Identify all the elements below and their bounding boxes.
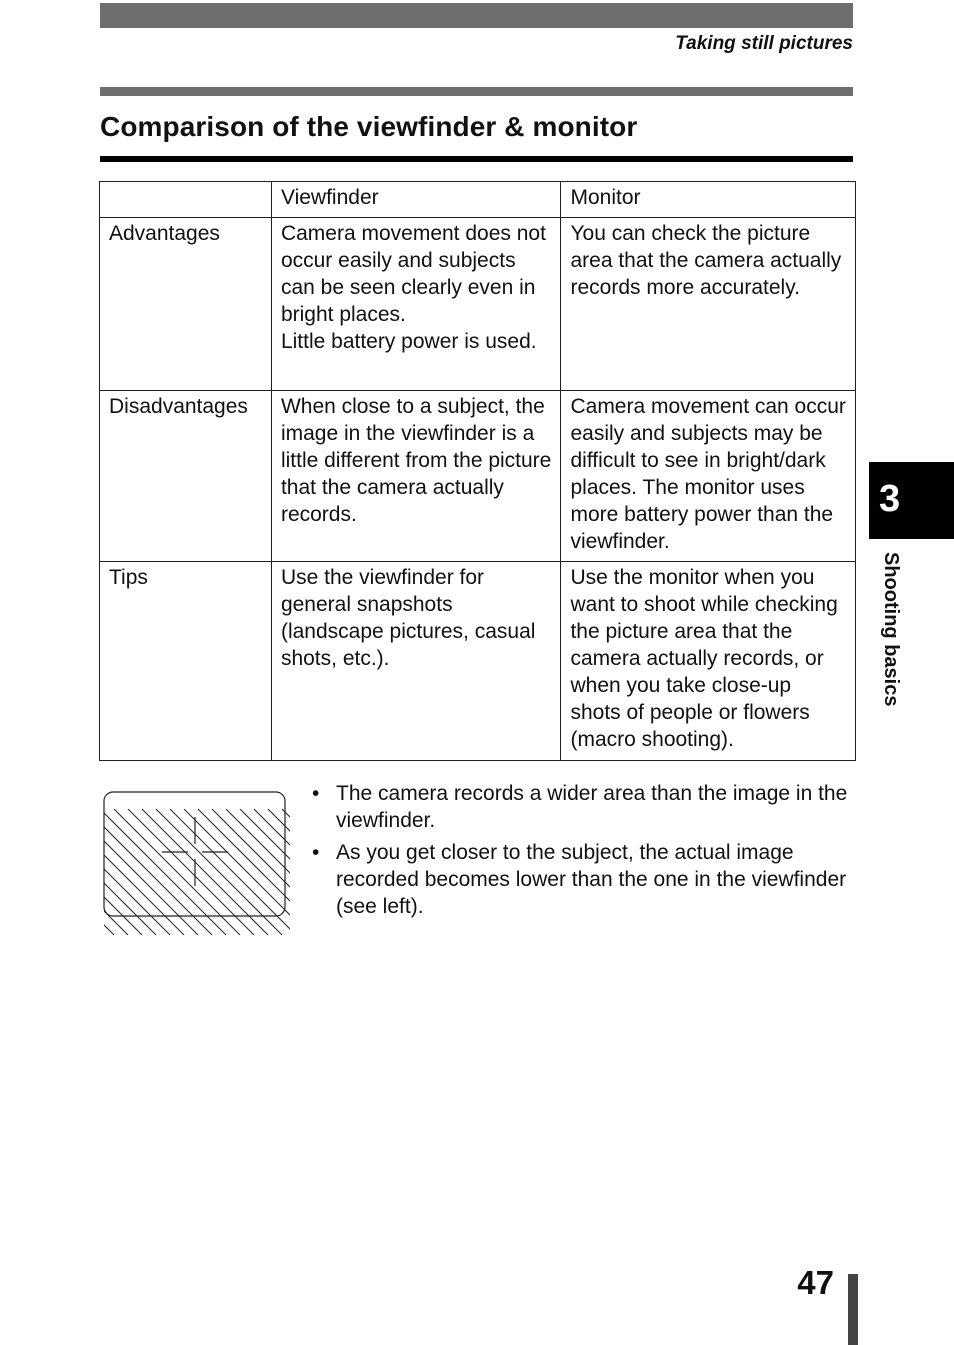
list-item xyxy=(310,780,855,834)
table-header-cell: Monitor xyxy=(561,182,856,218)
row-label: Advantages xyxy=(100,218,272,391)
table-header-cell: Viewfinder xyxy=(271,182,561,218)
viewfinder-cell xyxy=(271,391,561,562)
cell-text: When close to a subject, the image in the viewfinder is a little different from the picture that the camera actually records. xyxy=(280,395,552,526)
header-bar xyxy=(100,3,853,28)
note-text: As you get closer to the subject, the actual image recorded becomes lower than the one in the viewfinder (see left). xyxy=(336,841,847,918)
cell-text: You can check the picture area that the camera actually records more accurately. xyxy=(570,222,842,299)
note-text: The camera records a wider area than the image in the viewfinder. xyxy=(336,782,848,832)
cell-text: Little battery power is used. xyxy=(280,330,537,353)
monitor-cell xyxy=(561,562,856,761)
running-head: Taking still pictures xyxy=(675,33,853,54)
monitor-cell xyxy=(561,391,856,562)
bullet-icon: • xyxy=(312,841,320,864)
notes-list xyxy=(310,780,855,925)
row-label: Tips xyxy=(100,562,272,761)
monitor-cell xyxy=(561,218,856,391)
table-row xyxy=(100,562,856,761)
chapter-title: Shooting basics xyxy=(880,552,902,707)
table-row xyxy=(100,218,856,391)
page-number: 47 xyxy=(797,1264,834,1301)
chapter-number: 3 xyxy=(879,478,901,520)
comparison-table xyxy=(99,181,856,761)
row-label: Disadvantages xyxy=(100,391,272,562)
viewfinder-cell xyxy=(271,218,561,391)
cell-text: Use the viewfinder for general snapshots (landscape pictures, casual shots, etc.). xyxy=(280,566,536,670)
table-header-cell xyxy=(100,182,272,218)
section-title-bar xyxy=(100,87,853,96)
viewfinder-cell xyxy=(271,562,561,761)
page-number-bar xyxy=(848,1274,858,1345)
table-row xyxy=(100,391,856,562)
bullet-icon: • xyxy=(312,782,320,805)
list-item xyxy=(310,839,855,920)
table-header-row xyxy=(100,182,856,218)
section-title-rule xyxy=(100,156,853,162)
chapter-title-vertical xyxy=(874,552,904,742)
cell-text: Use the monitor when you want to shoot while checking the picture area that the camera actually records, or when you take close-up shots of people or flowers (macro shooting). xyxy=(570,566,838,751)
cell-text: Camera movement does not occur easily and subjects can be seen clearly even in bright places. xyxy=(280,222,546,326)
section-title: Comparison of the viewfinder & monitor xyxy=(100,111,638,142)
viewfinder-frame-diagram xyxy=(100,789,290,935)
chapter-tab xyxy=(869,462,954,539)
cell-text: Camera movement can occur easily and subjects may be difficult to see in bright/dark places. The monitor uses more battery power than the viewfinder. xyxy=(570,395,846,553)
